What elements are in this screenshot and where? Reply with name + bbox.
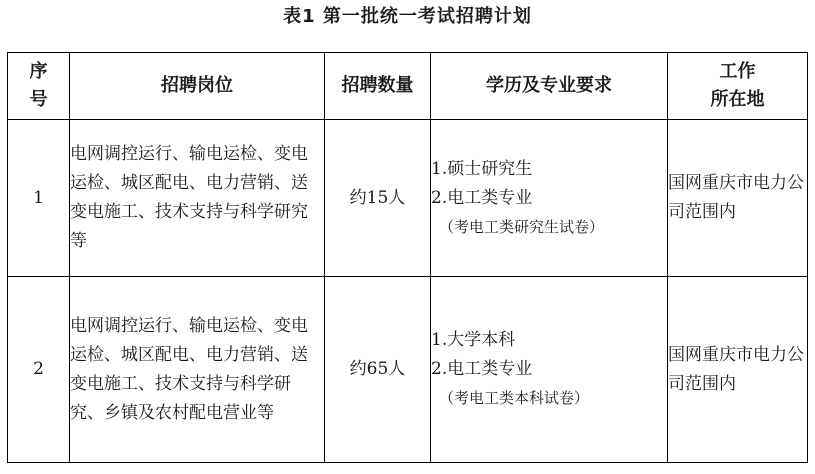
row-serial-number: 1 <box>8 120 70 277</box>
row-position: 电网调控运行、输电运检、变电运检、城区配电、电力营销、送变电施工、技术支持与科学研究、乡镇及农村配电营业等 <box>70 277 325 463</box>
requirement-degree: 1.硕士研究生 <box>431 158 533 179</box>
requirement-degree: 1.大学本科 <box>431 330 516 350</box>
header-serial-number <box>8 53 70 120</box>
row-position: 电网调控运行、输电运检、变电运检、城区配电、电力营销、送变电施工、技术支持与科学研究等 <box>70 120 325 277</box>
requirement-major: 2.电工类专业 <box>431 359 533 379</box>
header-serial-number-line-1: 序 <box>29 61 48 82</box>
requirement-exam-note: （考电工类本科试卷） <box>439 389 590 407</box>
header-count: 招聘数量 <box>325 53 431 120</box>
row-location: 国网重庆市电力公司范围内 <box>668 277 808 463</box>
row-serial-number: 2 <box>8 277 70 463</box>
row-count: 约15人 <box>325 120 431 277</box>
table-caption: 表1 第一批统一考试招聘计划 <box>283 6 532 27</box>
recruitment-plan-table <box>7 52 808 463</box>
row-requirement <box>431 120 668 277</box>
header-location-line-1: 工作 <box>719 61 756 82</box>
header-row <box>8 53 808 120</box>
requirement-major: 2.电工类专业 <box>431 187 533 208</box>
row-location: 国网重庆市电力公司范围内 <box>668 120 808 277</box>
header-requirement: 学历及专业要求 <box>431 53 668 120</box>
row-count: 约65人 <box>325 277 431 463</box>
header-serial-number-line-2: 号 <box>29 89 48 110</box>
table-row <box>8 277 808 463</box>
header-position: 招聘岗位 <box>70 53 325 120</box>
table-row <box>8 120 808 277</box>
requirement-exam-note: （考电工类研究生试卷） <box>439 217 605 236</box>
header-location <box>668 53 808 120</box>
row-requirement <box>431 277 668 463</box>
header-location-line-2: 所在地 <box>710 89 765 110</box>
